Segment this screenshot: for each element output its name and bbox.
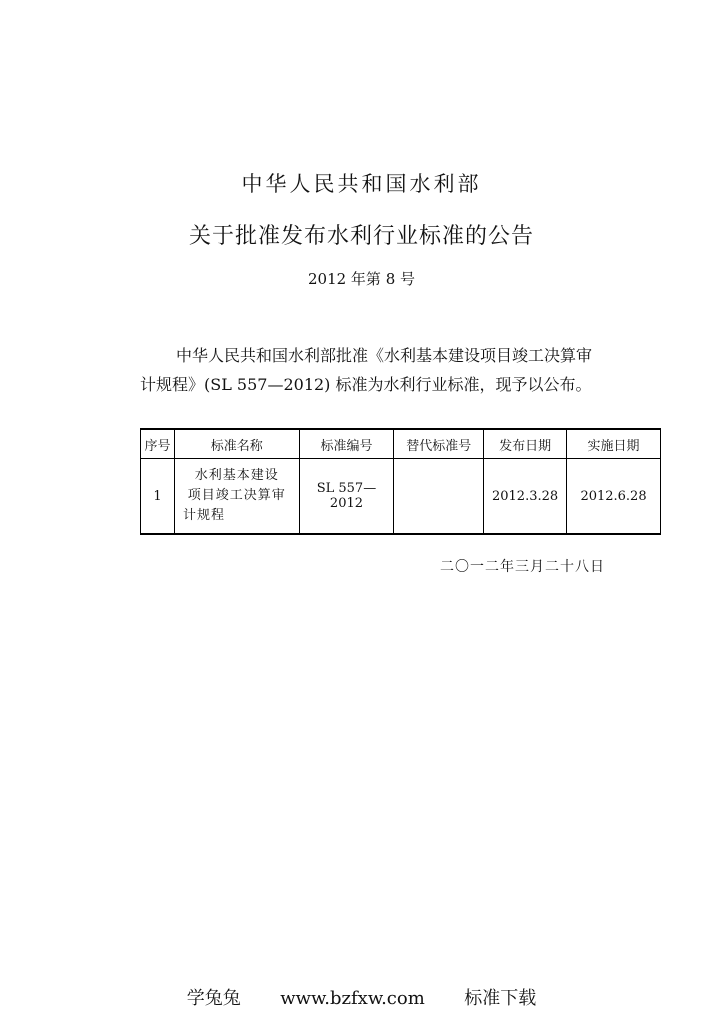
footer-tagline: 标准下载 [464,988,537,1009]
cell-name-line-1: 水利基本建设 [194,468,279,483]
footer-url[interactable]: www.bzfxw.com [280,988,425,1009]
signature-date: 二〇一二年三月二十八日 [440,559,605,575]
table-row [141,459,661,535]
header-cell-publish-date: 发布日期 [484,429,567,459]
header-cell-replaced: 替代标准号 [394,429,484,459]
header-cell-no: 序号 [141,429,175,459]
announcement-title: 关于批准发布水利行业标准的公告 [188,224,534,249]
header-cell-effective-date: 实施日期 [567,429,661,459]
cell-effective-date: 2012.6.28 [567,459,661,535]
cell-code: SL 557—2012 [299,459,394,535]
footer-watermark [0,984,723,1010]
issuer-heading: 中华人民共和国水利部 [241,172,482,196]
cell-publish-date: 2012.3.28 [484,459,567,535]
body-paragraph-line-2: 计规程》(SL 557—2012) 标准为水利行业标准，现予以公布。 [140,375,592,394]
standards-table [140,428,661,535]
footer-site-name: 学兔兔 [186,988,241,1009]
table-header-row [141,429,661,459]
cell-name [174,459,299,535]
cell-no: 1 [141,459,175,535]
body-paragraph-line-1: 中华人民共和国水利部批准《水利基本建设项目竣工决算审 [176,346,593,365]
cell-replaced [394,459,484,535]
header-cell-name: 标准名称 [174,429,299,459]
announcement-number: 2012 年第 8 号 [307,270,416,288]
cell-name-line-2: 项目竣工决算审 [187,488,286,503]
header-cell-code: 标准编号 [299,429,394,459]
cell-name-line-3: 计规程 [182,508,225,523]
